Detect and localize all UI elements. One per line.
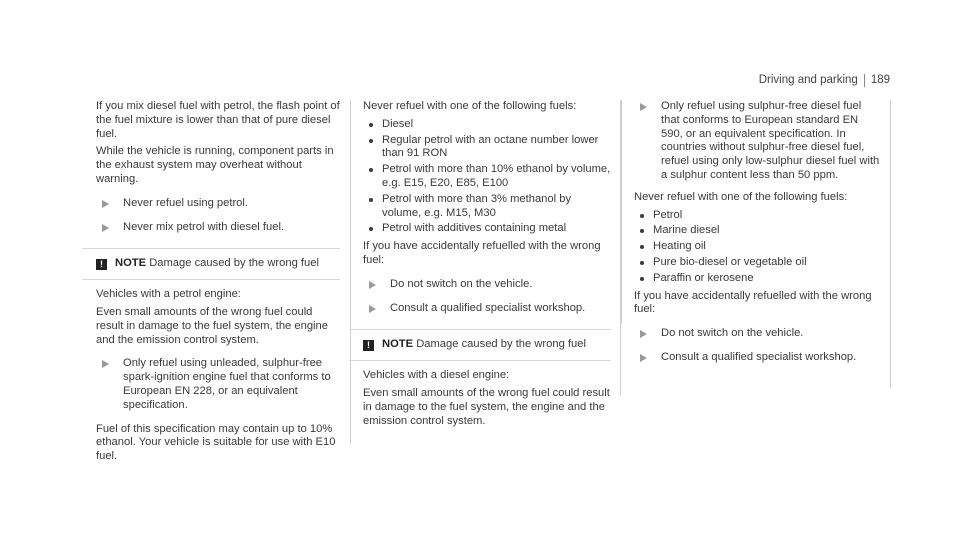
list-item: Marine diesel (634, 224, 880, 238)
instruction-step: Do not switch on the vehicle. (363, 278, 611, 292)
column-2 (363, 100, 621, 427)
instruction-step: Never refuel using petrol. (96, 197, 340, 211)
note-label: NOTE (115, 257, 147, 270)
note-label: NOTE (382, 338, 414, 351)
arrow-right-icon (369, 305, 376, 313)
column-1 (96, 100, 351, 463)
column-rule (890, 100, 891, 388)
list-item: Pure bio-diesel or vegetable oil (634, 256, 880, 270)
instruction-step: Only refuel using sulphur-free diesel fuel that conforms to European standard EN 590, or an equivalent specification. In countries without sulphur-free diesel fuel, refuel using only low-sulphur diesel fuel with a sulphur content less than 50 ppm. (634, 100, 880, 183)
list-item: Diesel (363, 118, 611, 132)
arrow-right-icon (640, 330, 647, 338)
note-title: Damage caused by the wrong fuel (416, 338, 586, 351)
column-3 (634, 100, 890, 388)
header-divider (864, 74, 865, 87)
arrow-right-icon (369, 281, 376, 289)
paragraph: Fuel of this specification may contain up to 10% ethanol. Your vehicle is suitable for use with E10 fuel. (96, 422, 336, 463)
bullet-icon (640, 214, 644, 218)
paragraph: Even small amounts of the wrong fuel could result in damage to the fuel system, the engine and the emission control system. (96, 305, 328, 346)
list-item: Petrol (634, 209, 880, 223)
page-header (759, 74, 890, 88)
section-title: Driving and parking (758, 74, 858, 86)
paragraph: Never refuel with one of the following fuels: (363, 100, 577, 112)
list-item: Regular petrol with an octane number lower than 91 RON (363, 134, 611, 162)
column-rule (621, 100, 622, 324)
page-number: 189 (870, 74, 890, 86)
bullet-icon (369, 123, 373, 127)
list-item: Heating oil (634, 240, 880, 254)
arrow-right-icon (640, 103, 647, 111)
instruction-step: Consult a qualified specialist workshop. (634, 351, 880, 365)
note-heading (82, 248, 340, 280)
fuel-list (634, 209, 880, 286)
bullet-icon (640, 261, 644, 265)
warning-icon: ! (96, 259, 107, 270)
bullet-icon (369, 198, 373, 202)
paragraph: While the vehicle is running, component parts in the exhaust system may overheat without warning. (96, 145, 334, 185)
instruction-step: Do not switch on the vehicle. (634, 327, 880, 341)
note-heading (349, 329, 611, 361)
paragraph: If you have accidentally refuelled with the wrong fuel: (363, 240, 601, 266)
note-body (363, 369, 611, 428)
warning-icon: ! (363, 340, 374, 351)
list-item: Paraffin or kerosene (634, 272, 880, 286)
bullet-icon (369, 227, 373, 231)
list-item: Petrol with additives containing metal (363, 222, 611, 236)
bullet-icon (640, 277, 644, 281)
instruction-step: Consult a qualified specialist workshop. (363, 302, 611, 316)
paragraph: If you have accidentally refuelled with the wrong fuel: (634, 289, 872, 316)
instruction-step: Never mix petrol with diesel fuel. (96, 221, 340, 235)
arrow-right-icon (102, 200, 109, 208)
bullet-icon (369, 168, 373, 172)
note-title: Damage caused by the wrong fuel (149, 257, 319, 270)
paragraph: Vehicles with a diesel engine: (363, 369, 510, 382)
instruction-step: Only refuel using unleaded, sulphur-free spark-ignition engine fuel that conforms to European EN 228, or an equivalent specification. (96, 357, 340, 412)
arrow-right-icon (640, 354, 647, 362)
box-rule (620, 100, 621, 396)
bullet-icon (640, 229, 644, 233)
paragraph: Even small amounts of the wrong fuel could result in damage to the fuel system, the engine and the emission control system. (363, 386, 610, 427)
list-item: Petrol with more than 3% methanol by volume, e.g. M15, M30 (363, 193, 611, 221)
bullet-icon (369, 139, 373, 143)
paragraph: Vehicles with a petrol engine: (96, 288, 241, 301)
arrow-right-icon (102, 224, 109, 232)
fuel-list (363, 118, 611, 236)
arrow-right-icon (102, 360, 109, 368)
bullet-icon (640, 245, 644, 249)
list-item: Petrol with more than 10% ethanol by volume, e.g. E15, E20, E85, E100 (363, 163, 611, 191)
paragraph: If you mix diesel fuel with petrol, the flash point of the fuel mixture is lower than that of pure diesel fuel. (96, 100, 340, 140)
note-body (96, 288, 340, 464)
paragraph: Never refuel with one of the following fuels: (634, 190, 848, 203)
